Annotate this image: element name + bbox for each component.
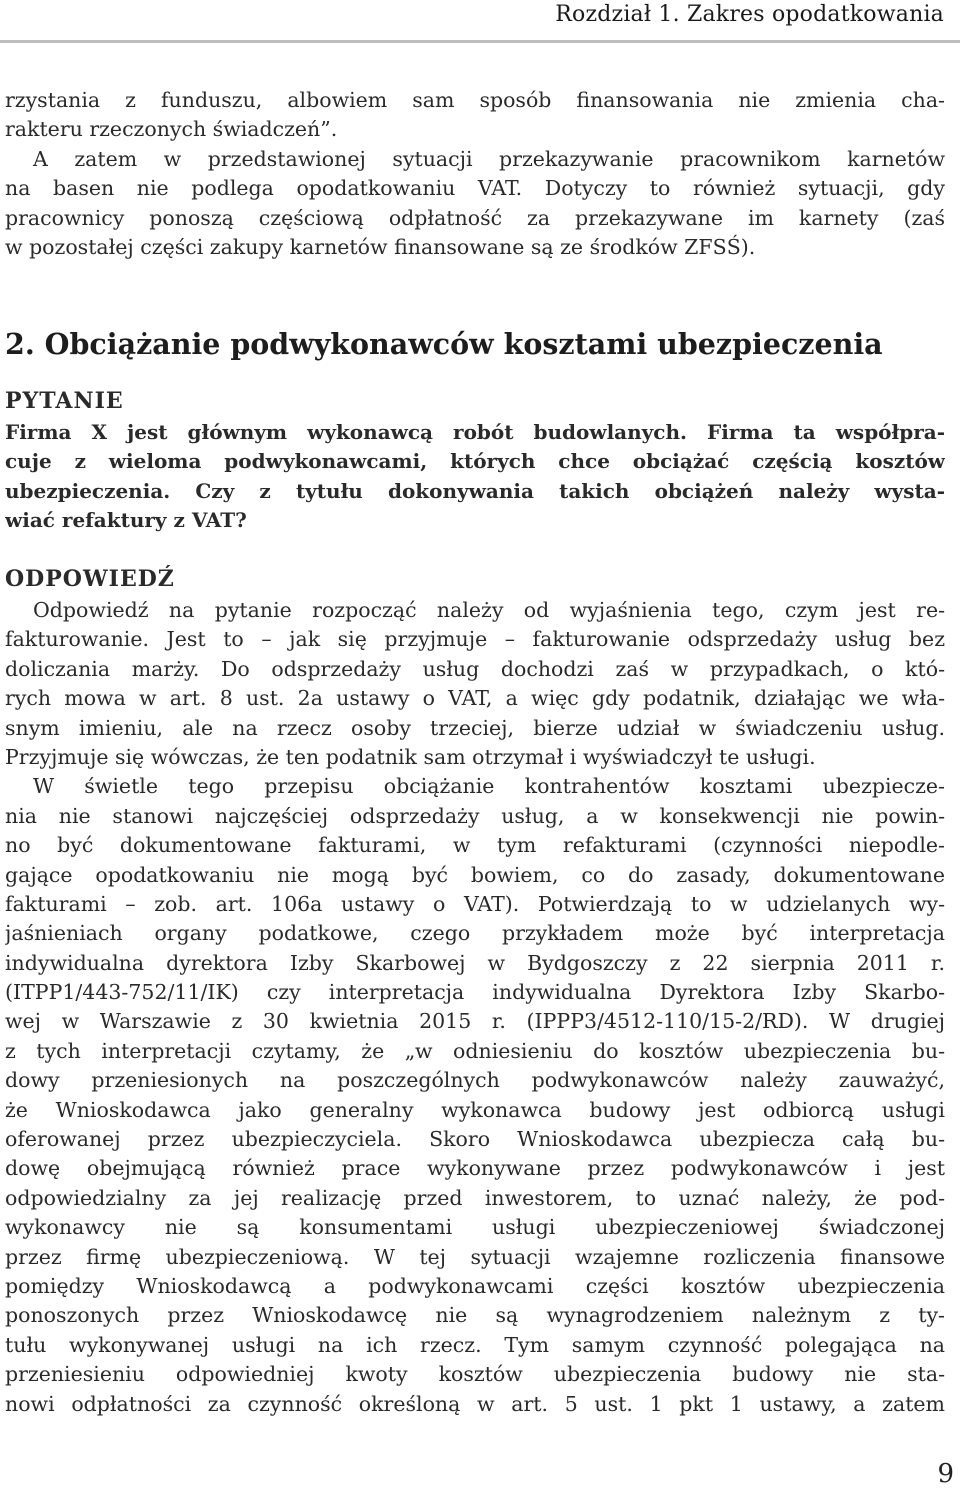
answer-text: [5, 596, 945, 1419]
text-line: gające opodatkowaniu nie mogą być bowiem, co do zasady, dokumentowane: [5, 862, 945, 887]
text-line: wiać refaktury z VAT?: [5, 508, 247, 533]
text-line: dowę obejmującą również prace wykonywane przez podwykonawców i jest: [5, 1156, 945, 1181]
text-line: jaśnieniach organy podatkowe, czego przykładem może być interpretacja: [5, 921, 945, 946]
question-label: PYTANIE: [5, 388, 124, 414]
text-line: rych mowa w art. 8 ust. 2a ustawy o VAT, a więc gdy podatnik, działając we wła-: [5, 686, 945, 711]
text-line: no być dokumentowane fakturami, w tym refakturami (czynności niepodle-: [5, 833, 945, 858]
text-line: pomiędzy Wnioskodawcą a podwykonawcami części kosztów ubezpieczenia: [5, 1273, 945, 1298]
text-line: indywidualna dyrektora Izby Skarbowej w Bydgoszczy z 22 sierpnia 2011 r.: [5, 950, 945, 975]
question-text: [5, 418, 945, 536]
text-line: tułu wykonywanej usługi na ich rzecz. Tym samym czynność polegająca na: [5, 1332, 945, 1357]
text-line: Odpowiedź na pytanie rozpocząć należy od wyjaśnienia tego, czym jest re-: [33, 598, 945, 622]
text-line: ubezpieczenia. Czy z tytułu dokonywania takich obciążeń należy wysta-: [5, 478, 945, 503]
text-line: pracownicy ponoszą częściową odpłatność za przekazywane im karnety (zaś: [5, 205, 945, 230]
text-line: fakturowanie. Jest to – jak się przyjmuje – fakturowanie odsprzedaży usług bez: [5, 627, 945, 652]
page-number: 9: [937, 1459, 954, 1489]
text-line: wykonawcy nie są konsumentami usługi ubezpieczeniowej świadczonej: [5, 1215, 945, 1240]
text-line: nowi odpłatności za czynność określoną w art. 5 ust. 1 pkt 1 ustawy, a zatem: [5, 1391, 945, 1416]
text-line: wej w Warszawie z 30 kwietnia 2015 r. (IPPP3/4512-110/15-2/RD). W drugiej: [5, 1009, 945, 1034]
text-line: odpowiedzialny za jej realizację przed inwestorem, to uznać należy, że pod-: [5, 1185, 945, 1210]
text-line: ponoszonych przez Wnioskodawcę nie są wynagrodzeniem należnym z ty-: [5, 1303, 945, 1328]
text-line: rzystania z funduszu, albowiem sam sposób finansowania nie zmienia cha-: [5, 88, 945, 112]
running-head: Rozdział 1. Zakres opodatkowania: [555, 2, 944, 27]
text-line: cuje z wieloma podwykonawcami, których chce obciążać częścią kosztów: [5, 449, 945, 474]
text-line: na basen nie podlega opodatkowaniu VAT. Dotyczy to również sytuacji, gdy: [5, 176, 945, 201]
text-line: dowy przeniesionych na poszczególnych podwykonawców należy zauważyć,: [5, 1068, 945, 1093]
text-line: Firma X jest głównym wykonawcą robót budowlanych. Firma ta współpra-: [5, 420, 945, 444]
text-line: że Wnioskodawca jako generalny wykonawca budowy jest odbiorcą usługi: [5, 1097, 945, 1122]
text-line: Przyjmuje się wówczas, że ten podatnik sam otrzymał i wyświadczył te usługi.: [5, 744, 816, 769]
text-line: fakturami – zob. art. 106a ustawy o VAT). Potwierdzają to w udzielanych wy-: [5, 891, 945, 916]
intro-paragraph: [5, 86, 945, 262]
text-line: przez firmę ubezpieczeniową. W tej sytuacji wzajemne rozliczenia finansowe: [5, 1244, 945, 1269]
text-line: rakteru rzeczonych świadczeń”.: [5, 117, 338, 142]
text-line: przeniesieniu odpowiedniej kwoty kosztów ubezpieczenia budowy nie sta-: [5, 1362, 945, 1387]
text-line: A zatem w przedstawionej sytuacji przekazywanie pracownikom karnetów: [33, 146, 945, 171]
answer-label: ODPOWIEDŹ: [5, 566, 175, 592]
text-line: doliczania marży. Do odsprzedaży usług dochodzi zaś w przypadkach, o któ-: [5, 656, 945, 681]
text-line: nia nie stanowi najczęściej odsprzedaży usług, a w konsekwencji nie powin-: [5, 803, 945, 828]
text-line: oferowanej przez ubezpieczyciela. Skoro Wnioskodawca ubezpiecza całą bu-: [5, 1127, 945, 1152]
section-title: 2. Obciążanie podwykonawców kosztami ubezpieczenia: [5, 327, 883, 361]
text-line: z tych interpretacji czytamy, że „w odniesieniu do kosztów ubezpieczenia bu-: [5, 1038, 945, 1063]
header-rule: [0, 40, 960, 43]
text-line: w pozostałej części zakupy karnetów finansowane są ze środków ZFSŚ).: [5, 234, 756, 259]
text-line: (ITPP1/443-752/11/IK) czy interpretacja indywidualna Dyrektora Izby Skarbo-: [5, 980, 945, 1005]
text-line: W świetle tego przepisu obciążanie kontrahentów kosztami ubezpiecze-: [33, 774, 945, 799]
text-line: snym imieniu, ale na rzecz osoby trzeciej, bierze udział w świadczeniu usług.: [5, 715, 945, 740]
